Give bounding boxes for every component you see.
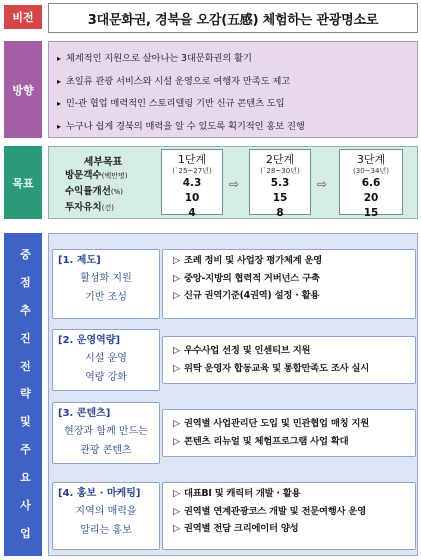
- direction-label: 방향: [4, 41, 42, 138]
- strategy-label-char: 중: [20, 247, 31, 261]
- strategy-label-char: 전: [20, 359, 31, 373]
- strategy-label: [7, 233, 44, 556]
- strategy-1-category: [52, 249, 160, 319]
- stage-value: 5.3: [270, 177, 290, 189]
- stage-title: 2단계: [265, 153, 295, 166]
- stage-period: (30~34년): [353, 167, 389, 175]
- strategy-label-char: 진: [20, 331, 31, 345]
- stage-title: 3단계: [356, 153, 386, 166]
- strategy-sub: 현장과 함께 만드는: [64, 426, 148, 437]
- strategy-head: [2. 운영역량]: [58, 335, 121, 346]
- goal-header: 세부목표: [83, 157, 123, 168]
- strategy-sub: 역량 강화: [85, 372, 127, 383]
- stage-value: 4: [188, 207, 196, 219]
- strategy-sub: 활성화 지원: [80, 273, 132, 284]
- strategy-item: ▷ 권역별 사업관리단 도입 및 민관협업 매칭 지원: [173, 415, 415, 433]
- direction-item: ▸ 체계적인 지원으로 살아나는 3대문화권의 활기: [57, 48, 417, 71]
- stage-value: 15: [363, 207, 379, 219]
- strategy-item: ▷ 우수사업 선정 및 인센티브 지원: [173, 342, 415, 360]
- stage-arrow-icon: ⇨: [229, 177, 240, 191]
- strategy-label-char: 사: [20, 499, 31, 513]
- stage-period: (`28~30년): [260, 167, 300, 175]
- stage-value: 10: [184, 192, 200, 204]
- strategy-sub: 알리는 홍보: [80, 525, 132, 536]
- strategy-item: ▷ 권역별 전담 크리에이터 양성: [173, 520, 415, 538]
- strategy-item: ▷ 조례 정비 및 사업장 평가체계 운영: [173, 252, 415, 270]
- strategy-panel: [48, 233, 418, 556]
- direction-panel: [48, 41, 418, 138]
- stage-value: 15: [272, 192, 288, 204]
- stage-2-box: [249, 149, 311, 219]
- strategy-label-char: 추: [20, 303, 31, 317]
- goal-row-profit: 수익률개선(%): [65, 186, 124, 197]
- strategy-label-char: 략: [20, 387, 31, 401]
- stage-title: 1단계: [177, 153, 207, 166]
- strategy-sub: 관광 콘텐츠: [80, 445, 132, 456]
- strategy-head: [4. 홍보 · 마케팅]: [58, 488, 141, 499]
- goal-panel: [48, 146, 418, 219]
- goal-row-visitors: 방문객수(백만명): [65, 170, 128, 181]
- goal-row-investment: 투자유치(건): [65, 202, 114, 213]
- strategy-label-char: 주: [20, 443, 31, 457]
- vision-statement: 3대문화권, 경북을 오감(五感) 체험하는 관광명소로: [48, 3, 418, 33]
- strategy-item: ▷ 위탁 운영자 합동교육 및 통합만족도 조사 실시: [173, 360, 415, 378]
- strategy-1-items: [162, 249, 416, 319]
- strategy-4-category: [52, 482, 160, 550]
- stage-1-box: [161, 149, 223, 219]
- strategy-head: [3. 콘텐츠]: [58, 408, 111, 419]
- stage-value: 8: [276, 207, 284, 219]
- stage-value: 6.6: [361, 177, 381, 189]
- strategy-item: ▷ 대표BI 및 캐릭터 개발 · 활용: [173, 485, 415, 503]
- strategy-item: ▷ 권역별 연계관광코스 개발 및 전문여행사 운영: [173, 503, 415, 521]
- strategy-3-category: [52, 402, 160, 464]
- strategy-label-char: 및: [20, 415, 31, 429]
- strategy-item: ▷ 중앙-지방의 협력적 거버넌스 구축: [173, 270, 415, 288]
- strategy-sub: 시설 운영: [85, 353, 127, 364]
- strategy-sub: 기반 조성: [85, 292, 127, 303]
- strategy-sub: 지역의 매력을: [75, 506, 137, 517]
- strategy-2-category: [52, 329, 160, 391]
- strategy-label-char: 업: [20, 527, 31, 541]
- direction-item: ▸ 민-관 협업 매력적인 스토리텔링 기반 신규 콘텐츠 도입: [57, 93, 417, 116]
- goal-row-names: [65, 168, 165, 216]
- strategy-3-items: [162, 409, 416, 457]
- stage-arrow-icon: ⇨: [317, 177, 328, 191]
- stage-3-box: [339, 149, 403, 219]
- strategy-head: [1. 제도]: [58, 255, 101, 266]
- direction-item: ▸ 초일류 관광 서비스와 시설 운영으로 여행자 만족도 제고: [57, 71, 417, 94]
- direction-list: [49, 42, 417, 138]
- stage-value: 4.3: [182, 177, 202, 189]
- strategy-item: ▷ 콘텐츠 리뉴얼 및 체험프로그램 사업 확대: [173, 433, 415, 451]
- strategy-2-items: [162, 336, 416, 384]
- strategy-4-items: [162, 482, 416, 550]
- stage-period: (`25~27년): [172, 167, 212, 175]
- stage-value: 20: [363, 192, 379, 204]
- direction-item: ▸ 누구나 쉽게 경북의 매력을 알 수 있도록 획기적인 홍보 진행: [57, 116, 417, 139]
- vision-label: 비전: [4, 5, 42, 29]
- strategy-label-char: 요: [20, 471, 31, 485]
- strategy-item: ▷ 신규 권역기준(4권역) 설정 · 활용: [173, 287, 415, 305]
- strategy-label-char: 점: [20, 275, 31, 289]
- goal-label: 목표: [4, 146, 42, 219]
